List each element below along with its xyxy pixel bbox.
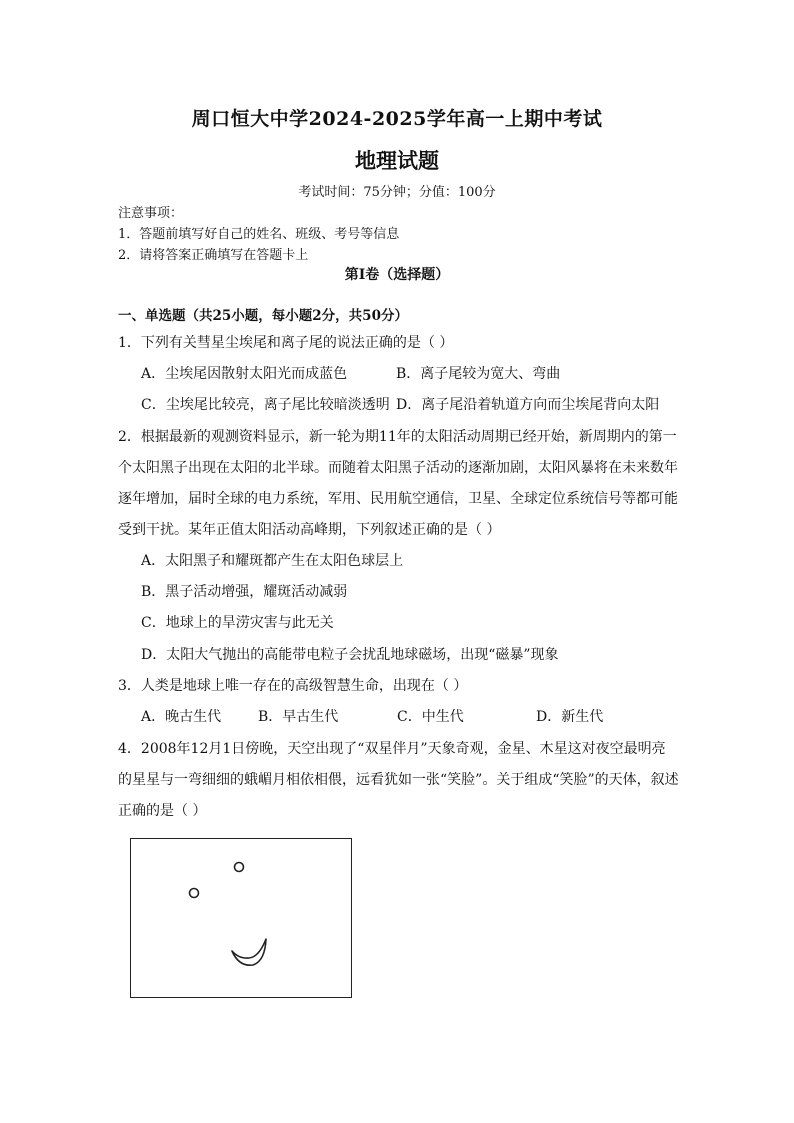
notes-item: 1．答题前填写好自己的姓名、班级、考号等信息 — [118, 227, 400, 242]
notes-heading: 注意事项： — [118, 206, 184, 221]
question-2-option-a: A．太阳黑子和耀斑都产生在太阳色球层上 — [141, 553, 404, 569]
question-3-option-d: D．新生代 — [536, 709, 604, 725]
notes-item: 2．请将答案正确填写在答题卡上 — [118, 248, 309, 263]
question-1-stem: 1．下列有关彗星尘埃尾和离子尾的说法正确的是（ ） — [118, 335, 454, 351]
volume-title: 第I卷（选择题） — [344, 267, 450, 283]
question-3-option-c: C．中生代 — [397, 709, 464, 725]
question-3-option-b: B．早古生代 — [258, 709, 339, 725]
question-1-option-b: B．离子尾较为宽大、弯曲 — [396, 366, 561, 382]
question-3-stem: 3．人类是地球上唯一存在的高级智慧生命，出现在（ ） — [118, 678, 468, 694]
question-1-option-c: C．尘埃尾比较亮，离子尾比较暗淡透明 — [141, 397, 390, 413]
question-2-option-d: D．太阳大气抛出的高能带电粒子会扰乱地球磁场，出现“磁暴”现象 — [141, 647, 559, 663]
question-2-stem-line: 受到干扰。某年正值太阳活动高峰期，下列叙述正确的是（ ） — [118, 522, 501, 538]
exam-title: 周口恒大中学2024-2025学年高一上期中考试 — [191, 108, 603, 130]
question-4-stem-line: 的星星与一弯细细的蛾嵋月相依相偎，远看犹如一张“笑脸”。关于组成“笑脸”的天体，叙述 — [118, 772, 679, 788]
question-2-option-b: B．黑子活动增强，耀斑活动减弱 — [141, 584, 348, 600]
smiley-sky-figure — [130, 838, 352, 998]
notes-block — [118, 203, 399, 266]
subject-title: 地理试题 — [355, 148, 439, 173]
question-2-stem-line: 逐年增加，届时全球的电力系统，军用、民用航空通信，卫星、全球定位系统信号等都可能 — [118, 491, 678, 507]
question-3-option-a: A．晚古生代 — [141, 709, 222, 725]
exam-meta: 考试时间：75分钟；分值：100分 — [298, 185, 496, 200]
question-2-stem-line: 2．根据最新的观测资料显示，新一轮为期11年的太阳活动周期已经开始，新周期内的第一 — [118, 429, 677, 445]
question-2-option-c: C．地球上的旱涝灾害与此无关 — [141, 615, 334, 631]
question-1-option-d: D．离子尾沿着轨道方向而尘埃尾背向太阳 — [396, 397, 660, 413]
crescent-moon-icon — [232, 939, 266, 965]
star-circle-right — [235, 863, 244, 872]
question-1-option-a: A．尘埃尾因散射太阳光而成蓝色 — [141, 366, 348, 382]
smiley-sky-drawing — [131, 839, 353, 999]
question-4-stem-line: 4．2008年12月1日傍晚，天空出现了“双星伴月”天象奇观，金星、木星这对夜空最明亮 — [118, 741, 666, 757]
question-4-stem-line: 正确的是（ ） — [118, 803, 207, 819]
question-2-stem-line: 个太阳黑子出现在太阳的北半球。而随着太阳黑子活动的逐渐加剧，太阳风暴将在未来数年 — [118, 460, 678, 476]
star-circle-left — [190, 889, 199, 898]
section-heading: 一、单选题（共25小题，每小题2分，共50分） — [118, 308, 408, 324]
